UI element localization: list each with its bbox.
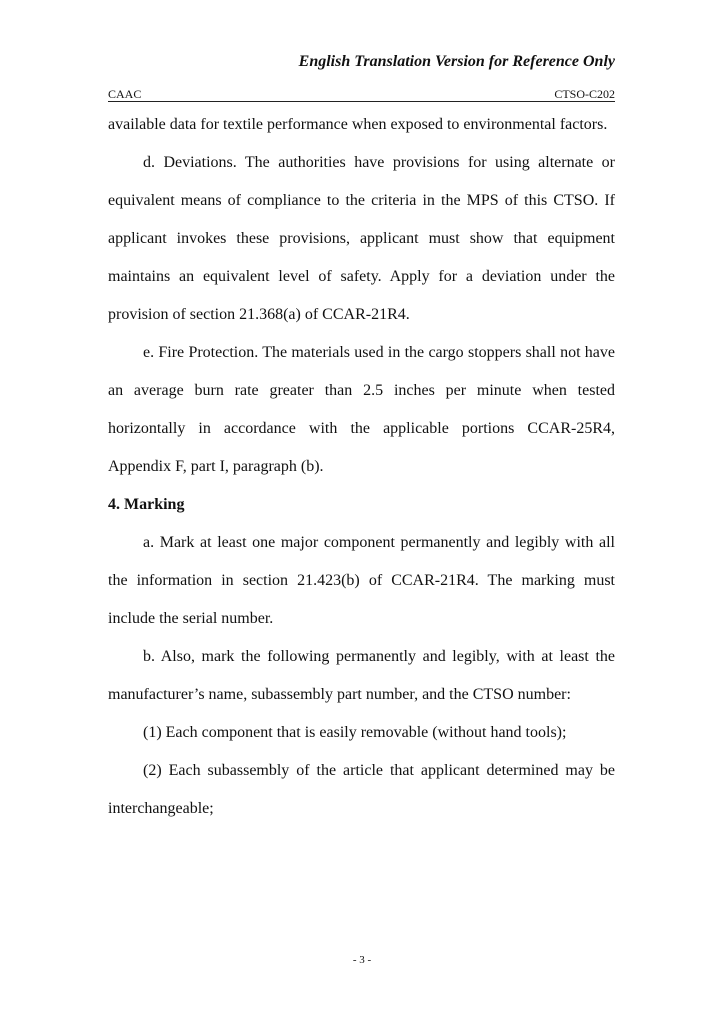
section-heading-marking: 4. Marking xyxy=(108,496,185,513)
page-number: - 3 - xyxy=(352,954,372,966)
header-authority: CAAC xyxy=(108,87,142,101)
paragraph-marking-a: a. Mark at least one major component permanently and legibly with all the information in section 21.423(b) of CCAR-21R4. The marking must include the serial number. xyxy=(108,534,615,627)
paragraph-deviations: d. Deviations. The authorities have provisions for using alternate or equivalent means of compliance to the criteria in the MPS of this CTSO. If applicant invokes these provisions, applicant must show that equipment maintains an equivalent level of safety. Apply for a deviation under the provision of section 21.368(a) of CCAR-21R4. xyxy=(108,154,615,323)
translation-notice: English Translation Version for Reference Only xyxy=(298,53,615,70)
running-header xyxy=(108,87,615,102)
list-item-1: (1) Each component that is easily removable (without hand tools); xyxy=(143,724,567,741)
body-text xyxy=(108,106,615,828)
paragraph-fire-protection: e. Fire Protection. The materials used in the cargo stoppers shall not have an average burn rate greater than 2.5 inches per minute when tested horizontally in accordance with the applicable portions CCAR-25R4, Appendix F, part I, paragraph (b). xyxy=(108,344,615,475)
paragraph-continuation: available data for textile performance when exposed to environmental factors. xyxy=(108,116,608,133)
list-item-2: (2) Each subassembly of the article that applicant determined may be interchangeable; xyxy=(108,762,615,817)
paragraph-marking-b: b. Also, mark the following permanently and legibly, with at least the manufacturer’s name, subassembly part number, and the CTSO number: xyxy=(108,648,615,703)
header-document-id: CTSO-C202 xyxy=(554,87,615,101)
